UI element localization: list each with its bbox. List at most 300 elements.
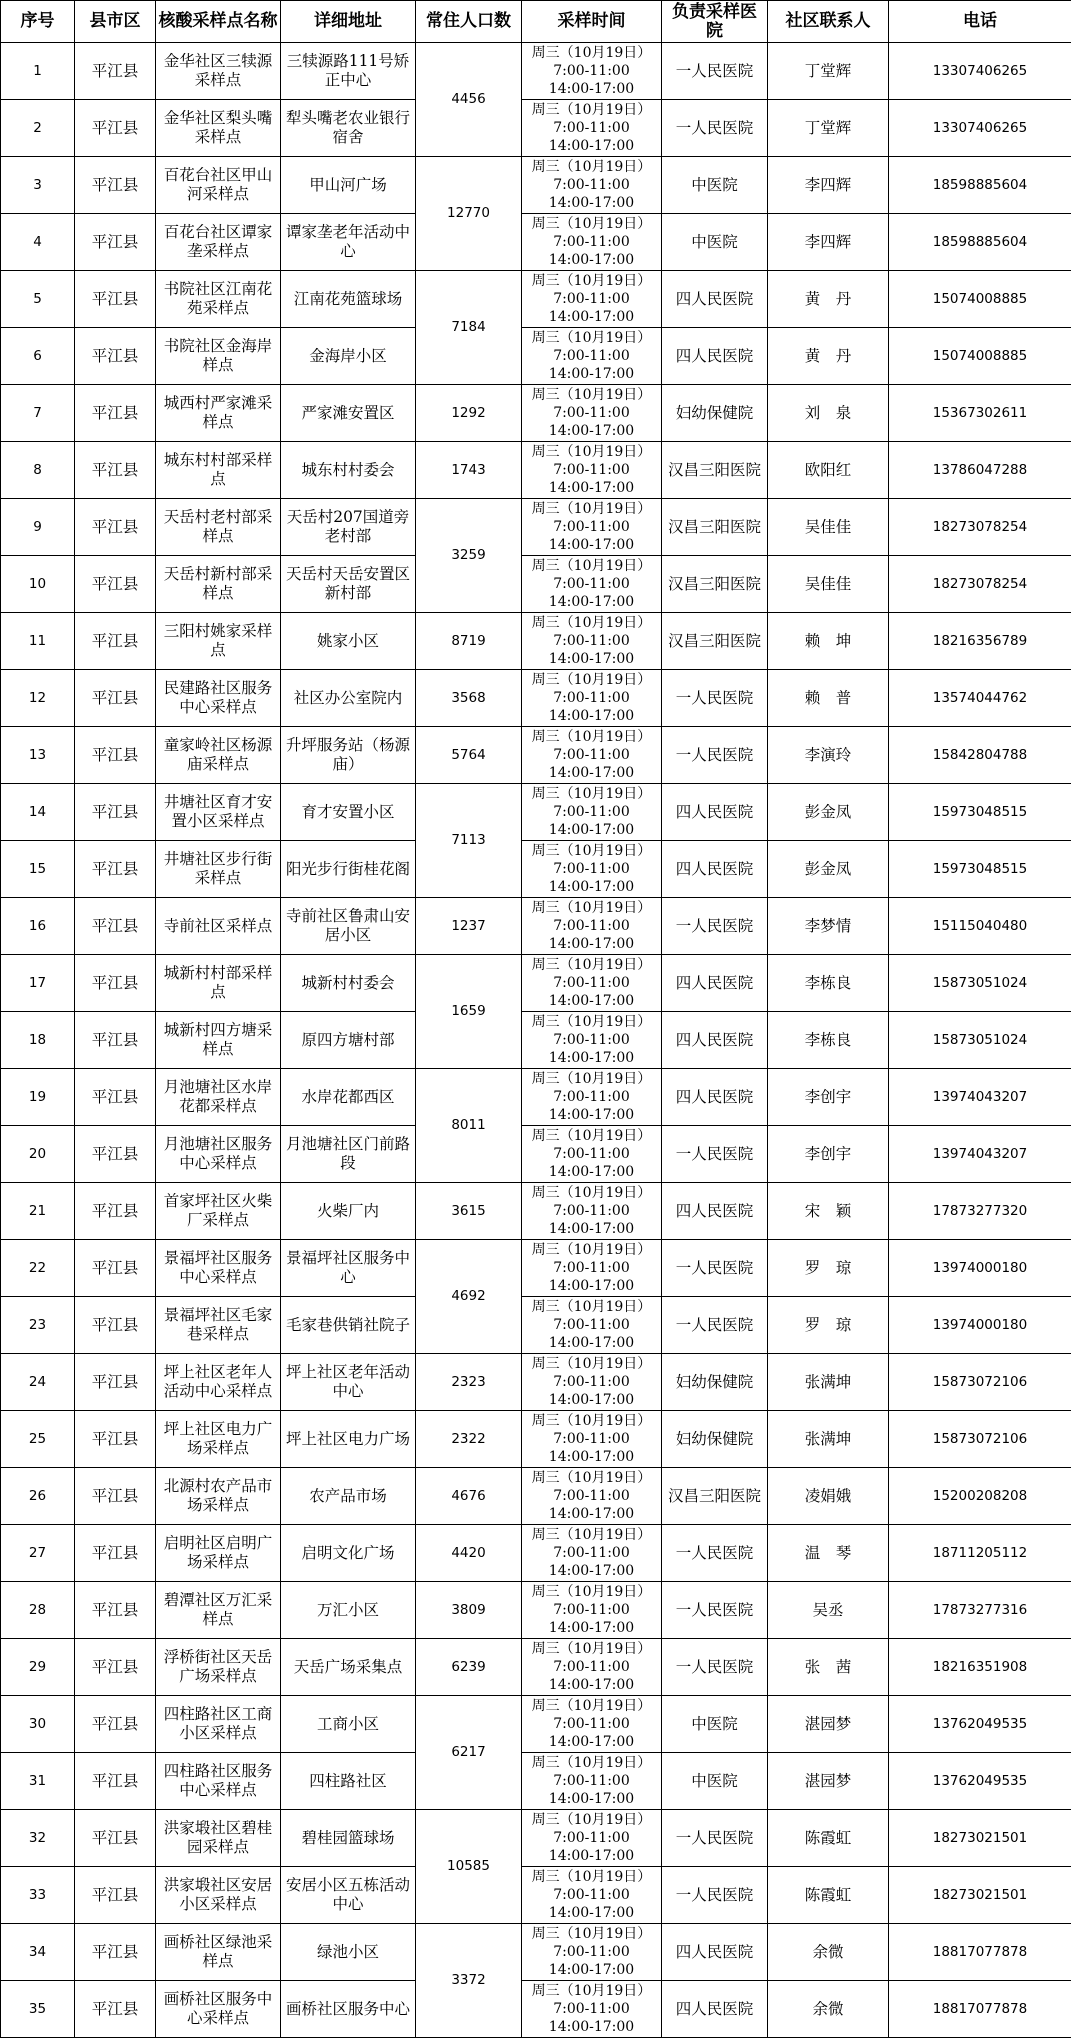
site-name-cell: 天岳村老村部采样点	[156, 499, 281, 556]
sampling-time-line: 7:00-11:00	[524, 1658, 659, 1676]
sampling-time-cell	[522, 442, 662, 499]
address-cell: 原四方塘村部	[281, 1012, 416, 1069]
sampling-time-line: 周三（10月19日）	[524, 500, 659, 518]
phone-cell: 17873277320	[889, 1183, 1071, 1240]
sampling-time-line: 周三（10月19日）	[524, 386, 659, 404]
sampling-time-line: 周三（10月19日）	[524, 728, 659, 746]
county-cell: 平江县	[75, 1810, 156, 1867]
sampling-time-line: 周三（10月19日）	[524, 329, 659, 347]
phone-cell: 17873277316	[889, 1582, 1071, 1639]
sampling-time-line: 14:00-17:00	[524, 707, 659, 725]
table-row	[1, 43, 1071, 100]
sampling-time-line: 14:00-17:00	[524, 1904, 659, 1922]
contact-cell: 余微	[768, 1981, 889, 2038]
site-name-cell: 四柱路社区服务中心采样点	[156, 1753, 281, 1810]
sampling-time-cell	[522, 1183, 662, 1240]
address-cell: 升坪服务站（杨源庙）	[281, 727, 416, 784]
sampling-time-line: 周三（10月19日）	[524, 1583, 659, 1601]
county-cell: 平江县	[75, 385, 156, 442]
sampling-time-cell	[522, 1582, 662, 1639]
address-cell: 画桥社区服务中心	[281, 1981, 416, 2038]
phone-cell: 18273021501	[889, 1810, 1071, 1867]
address-cell: 工商小区	[281, 1696, 416, 1753]
contact-cell: 吴佳佳	[768, 499, 889, 556]
address-cell: 万汇小区	[281, 1582, 416, 1639]
contact-cell: 彭金凤	[768, 784, 889, 841]
sampling-time-line: 7:00-11:00	[524, 1373, 659, 1391]
sampling-time-cell	[522, 613, 662, 670]
header-phone: 电话	[889, 1, 1071, 43]
row-number: 11	[1, 613, 75, 670]
sampling-time-cell	[522, 271, 662, 328]
site-name-cell: 民建路社区服务中心采样点	[156, 670, 281, 727]
site-name-cell: 童家岭社区杨源庙采样点	[156, 727, 281, 784]
hospital-cell: 中医院	[662, 157, 768, 214]
sampling-time-line: 14:00-17:00	[524, 935, 659, 953]
sampling-time-cell	[522, 43, 662, 100]
county-cell: 平江县	[75, 214, 156, 271]
row-number: 2	[1, 100, 75, 157]
sampling-time-line: 14:00-17:00	[524, 593, 659, 611]
header-population: 常住人口数	[416, 1, 522, 43]
county-cell: 平江县	[75, 613, 156, 670]
row-number: 19	[1, 1069, 75, 1126]
phone-cell: 13974043207	[889, 1126, 1071, 1183]
row-number: 26	[1, 1468, 75, 1525]
sampling-time-line: 周三（10月19日）	[524, 1013, 659, 1031]
site-name-cell: 四柱路社区工商小区采样点	[156, 1696, 281, 1753]
hospital-cell: 汉昌三阳医院	[662, 613, 768, 670]
sampling-time-line: 14:00-17:00	[524, 878, 659, 896]
site-name-cell: 洪家塅社区安居小区采样点	[156, 1867, 281, 1924]
sampling-time-line: 14:00-17:00	[524, 821, 659, 839]
row-number: 15	[1, 841, 75, 898]
sampling-time-line: 7:00-11:00	[524, 860, 659, 878]
sampling-time-line: 14:00-17:00	[524, 1733, 659, 1751]
sampling-time-line: 14:00-17:00	[524, 308, 659, 326]
hospital-cell: 四人民医院	[662, 1981, 768, 2038]
sampling-time-line: 7:00-11:00	[524, 404, 659, 422]
sampling-time-cell	[522, 1810, 662, 1867]
population-cell: 3568	[416, 670, 522, 727]
contact-cell: 李梦情	[768, 898, 889, 955]
row-number: 1	[1, 43, 75, 100]
phone-cell: 13974043207	[889, 1069, 1071, 1126]
sampling-time-line: 周三（10月19日）	[524, 1982, 659, 2000]
phone-cell: 13307406265	[889, 43, 1071, 100]
table-row	[1, 1468, 1071, 1525]
header-county: 县市区	[75, 1, 156, 43]
table-row	[1, 1867, 1071, 1924]
sampling-time-line: 7:00-11:00	[524, 518, 659, 536]
sampling-time-line: 周三（10月19日）	[524, 1469, 659, 1487]
hospital-cell: 四人民医院	[662, 1183, 768, 1240]
sampling-time-line: 周三（10月19日）	[524, 1754, 659, 1772]
sampling-time-cell	[522, 1069, 662, 1126]
address-cell: 城新村村委会	[281, 955, 416, 1012]
table-row	[1, 784, 1071, 841]
site-name-cell: 天岳村新村部采样点	[156, 556, 281, 613]
phone-cell: 13974000180	[889, 1240, 1071, 1297]
sampling-time-line: 7:00-11:00	[524, 461, 659, 479]
sampling-time-line: 7:00-11:00	[524, 2000, 659, 2018]
row-number: 31	[1, 1753, 75, 1810]
phone-cell: 15973048515	[889, 841, 1071, 898]
hospital-cell: 一人民医院	[662, 670, 768, 727]
county-cell: 平江县	[75, 271, 156, 328]
row-number: 5	[1, 271, 75, 328]
sampling-time-line: 周三（10月19日）	[524, 899, 659, 917]
site-name-cell: 书院社区江南花苑采样点	[156, 271, 281, 328]
sampling-time-cell	[522, 499, 662, 556]
hospital-cell: 一人民医院	[662, 1810, 768, 1867]
address-cell: 启明文化广场	[281, 1525, 416, 1582]
sampling-time-line: 14:00-17:00	[524, 422, 659, 440]
sampling-time-line: 7:00-11:00	[524, 1202, 659, 1220]
county-cell: 平江县	[75, 1183, 156, 1240]
sampling-time-line: 14:00-17:00	[524, 1448, 659, 1466]
population-cell: 8719	[416, 613, 522, 670]
sampling-time-cell	[522, 214, 662, 271]
hospital-cell: 中医院	[662, 214, 768, 271]
row-number: 13	[1, 727, 75, 784]
population-cell: 7184	[416, 271, 522, 385]
site-name-cell: 井塘社区步行街采样点	[156, 841, 281, 898]
county-cell: 平江县	[75, 1924, 156, 1981]
table-row	[1, 1639, 1071, 1696]
site-name-cell: 百花台社区甲山河采样点	[156, 157, 281, 214]
phone-cell: 13574044762	[889, 670, 1071, 727]
sampling-time-line: 周三（10月19日）	[524, 956, 659, 974]
address-cell: 四柱路社区	[281, 1753, 416, 1810]
sampling-time-line: 周三（10月19日）	[524, 1811, 659, 1829]
address-cell: 天岳村天岳安置区新村部	[281, 556, 416, 613]
population-cell: 12770	[416, 157, 522, 271]
address-cell: 月池塘社区门前路段	[281, 1126, 416, 1183]
contact-cell: 欧阳红	[768, 442, 889, 499]
table-row	[1, 157, 1071, 214]
sampling-time-line: 7:00-11:00	[524, 746, 659, 764]
header-no: 序号	[1, 1, 75, 43]
address-cell: 毛家巷供销社院子	[281, 1297, 416, 1354]
phone-cell: 18216356789	[889, 613, 1071, 670]
site-name-cell: 寺前社区采样点	[156, 898, 281, 955]
phone-cell: 15873072106	[889, 1411, 1071, 1468]
population-cell: 1292	[416, 385, 522, 442]
sampling-time-line: 14:00-17:00	[524, 1676, 659, 1694]
contact-cell: 余微	[768, 1924, 889, 1981]
sampling-time-line: 14:00-17:00	[524, 251, 659, 269]
sampling-time-cell	[522, 955, 662, 1012]
header-contact: 社区联系人	[768, 1, 889, 43]
sampling-time-line: 7:00-11:00	[524, 1487, 659, 1505]
phone-cell: 13762049535	[889, 1696, 1071, 1753]
sampling-time-line: 14:00-17:00	[524, 650, 659, 668]
sampling-time-line: 7:00-11:00	[524, 803, 659, 821]
county-cell: 平江县	[75, 670, 156, 727]
contact-cell: 凌娟娥	[768, 1468, 889, 1525]
sampling-time-line: 7:00-11:00	[524, 917, 659, 935]
sampling-time-line: 周三（10月19日）	[524, 1184, 659, 1202]
sampling-time-line: 周三（10月19日）	[524, 1868, 659, 1886]
site-name-cell: 碧潭社区万汇采样点	[156, 1582, 281, 1639]
sampling-time-cell	[522, 727, 662, 784]
hospital-cell: 四人民医院	[662, 1069, 768, 1126]
sampling-time-line: 14:00-17:00	[524, 1961, 659, 1979]
phone-cell: 15115040480	[889, 898, 1071, 955]
hospital-cell: 四人民医院	[662, 1924, 768, 1981]
county-cell: 平江县	[75, 1069, 156, 1126]
hospital-cell: 中医院	[662, 1696, 768, 1753]
address-cell: 城东村村委会	[281, 442, 416, 499]
county-cell: 平江县	[75, 157, 156, 214]
sampling-time-line: 14:00-17:00	[524, 365, 659, 383]
table-row	[1, 499, 1071, 556]
header-row	[1, 1, 1071, 43]
county-cell: 平江县	[75, 955, 156, 1012]
contact-cell: 彭金凤	[768, 841, 889, 898]
address-cell: 寺前社区鲁肃山安居小区	[281, 898, 416, 955]
table-row	[1, 670, 1071, 727]
row-number: 34	[1, 1924, 75, 1981]
table-row	[1, 1354, 1071, 1411]
header-hospital: 负责采样医院	[662, 1, 768, 43]
hospital-cell: 汉昌三阳医院	[662, 556, 768, 613]
address-cell: 天岳村207国道旁老村部	[281, 499, 416, 556]
address-cell: 育才安置小区	[281, 784, 416, 841]
county-cell: 平江县	[75, 727, 156, 784]
sampling-time-line: 7:00-11:00	[524, 1715, 659, 1733]
sampling-time-line: 14:00-17:00	[524, 1562, 659, 1580]
hospital-cell: 一人民医院	[662, 1525, 768, 1582]
phone-cell: 15200208208	[889, 1468, 1071, 1525]
sampling-time-line: 7:00-11:00	[524, 62, 659, 80]
contact-cell: 赖 坤	[768, 613, 889, 670]
sampling-time-line: 7:00-11:00	[524, 1544, 659, 1562]
phone-cell: 15367302611	[889, 385, 1071, 442]
sampling-time-line: 周三（10月19日）	[524, 1298, 659, 1316]
address-cell: 严家滩安置区	[281, 385, 416, 442]
site-name-cell: 浮桥街社区天岳广场采样点	[156, 1639, 281, 1696]
table-row	[1, 1126, 1071, 1183]
table-row	[1, 214, 1071, 271]
table-row	[1, 385, 1071, 442]
site-name-cell: 书院社区金海岸样点	[156, 328, 281, 385]
sampling-time-line: 7:00-11:00	[524, 1601, 659, 1619]
contact-cell: 李栋良	[768, 1012, 889, 1069]
address-cell: 金海岸小区	[281, 328, 416, 385]
row-number: 30	[1, 1696, 75, 1753]
phone-cell: 18598885604	[889, 214, 1071, 271]
sampling-time-cell	[522, 1696, 662, 1753]
row-number: 28	[1, 1582, 75, 1639]
sampling-time-cell	[522, 1924, 662, 1981]
sampling-time-line: 7:00-11:00	[524, 1886, 659, 1904]
table-row	[1, 1810, 1071, 1867]
sampling-time-line: 周三（10月19日）	[524, 1697, 659, 1715]
row-number: 17	[1, 955, 75, 1012]
sampling-time-cell	[522, 556, 662, 613]
phone-cell: 13307406265	[889, 100, 1071, 157]
county-cell: 平江县	[75, 898, 156, 955]
phone-cell: 13786047288	[889, 442, 1071, 499]
table-row	[1, 613, 1071, 670]
sampling-time-line: 7:00-11:00	[524, 575, 659, 593]
sampling-time-cell	[522, 1297, 662, 1354]
header-time: 采样时间	[522, 1, 662, 43]
row-number: 9	[1, 499, 75, 556]
sampling-time-line: 周三（10月19日）	[524, 1412, 659, 1430]
contact-cell: 黄 丹	[768, 271, 889, 328]
phone-cell: 18817077878	[889, 1981, 1071, 2038]
sampling-time-line: 7:00-11:00	[524, 1772, 659, 1790]
sampling-time-line: 14:00-17:00	[524, 194, 659, 212]
sampling-time-line: 14:00-17:00	[524, 1391, 659, 1409]
county-cell: 平江县	[75, 1753, 156, 1810]
address-cell: 天岳广场采集点	[281, 1639, 416, 1696]
population-cell: 4456	[416, 43, 522, 157]
county-cell: 平江县	[75, 841, 156, 898]
sampling-time-cell	[522, 670, 662, 727]
sampling-time-line: 周三（10月19日）	[524, 1355, 659, 1373]
table-row	[1, 556, 1071, 613]
site-name-cell: 首家坪社区火柴厂采样点	[156, 1183, 281, 1240]
hospital-cell: 一人民医院	[662, 1867, 768, 1924]
county-cell: 平江县	[75, 442, 156, 499]
county-cell: 平江县	[75, 1354, 156, 1411]
population-cell: 2322	[416, 1411, 522, 1468]
sampling-time-cell	[522, 1411, 662, 1468]
address-cell: 绿池小区	[281, 1924, 416, 1981]
hospital-cell: 汉昌三阳医院	[662, 499, 768, 556]
table-row	[1, 1753, 1071, 1810]
sampling-time-line: 7:00-11:00	[524, 632, 659, 650]
hospital-cell: 一人民医院	[662, 1639, 768, 1696]
phone-cell: 15873051024	[889, 955, 1071, 1012]
address-cell: 坪上社区电力广场	[281, 1411, 416, 1468]
sampling-time-line: 7:00-11:00	[524, 1259, 659, 1277]
row-number: 22	[1, 1240, 75, 1297]
sampling-time-cell	[522, 1354, 662, 1411]
sampling-time-line: 14:00-17:00	[524, 1619, 659, 1637]
phone-cell: 15074008885	[889, 328, 1071, 385]
population-cell: 10585	[416, 1810, 522, 1924]
row-number: 18	[1, 1012, 75, 1069]
row-number: 25	[1, 1411, 75, 1468]
address-cell: 江南花苑篮球场	[281, 271, 416, 328]
hospital-cell: 妇幼保健院	[662, 1411, 768, 1468]
row-number: 29	[1, 1639, 75, 1696]
table-row	[1, 1012, 1071, 1069]
population-cell: 2323	[416, 1354, 522, 1411]
sampling-time-line: 周三（10月19日）	[524, 1526, 659, 1544]
site-name-cell: 启明社区启明广场采样点	[156, 1525, 281, 1582]
contact-cell: 李创宇	[768, 1126, 889, 1183]
table-row	[1, 1525, 1071, 1582]
row-number: 23	[1, 1297, 75, 1354]
sampling-time-line: 7:00-11:00	[524, 1943, 659, 1961]
row-number: 27	[1, 1525, 75, 1582]
county-cell: 平江县	[75, 1126, 156, 1183]
sampling-time-line: 14:00-17:00	[524, 1220, 659, 1238]
sampling-time-line: 14:00-17:00	[524, 1277, 659, 1295]
contact-cell: 李栋良	[768, 955, 889, 1012]
table-row	[1, 1240, 1071, 1297]
site-name-cell: 北源村农产品市场采样点	[156, 1468, 281, 1525]
site-name-cell: 井塘社区育才安置小区采样点	[156, 784, 281, 841]
phone-cell: 18711205112	[889, 1525, 1071, 1582]
row-number: 7	[1, 385, 75, 442]
sampling-time-line: 7:00-11:00	[524, 347, 659, 365]
county-cell: 平江县	[75, 43, 156, 100]
hospital-cell: 妇幼保健院	[662, 385, 768, 442]
contact-cell: 张 茜	[768, 1639, 889, 1696]
table-row	[1, 1981, 1071, 2038]
contact-cell: 丁堂辉	[768, 100, 889, 157]
population-cell: 5764	[416, 727, 522, 784]
sampling-time-cell	[522, 841, 662, 898]
phone-cell: 18273078254	[889, 556, 1071, 613]
contact-cell: 湛园梦	[768, 1696, 889, 1753]
site-name-cell: 坪上社区老年人活动中心采样点	[156, 1354, 281, 1411]
sampling-time-line: 周三（10月19日）	[524, 1640, 659, 1658]
sampling-time-line: 7:00-11:00	[524, 689, 659, 707]
county-cell: 平江县	[75, 1012, 156, 1069]
population-cell: 4420	[416, 1525, 522, 1582]
sampling-time-line: 7:00-11:00	[524, 974, 659, 992]
sampling-time-line: 7:00-11:00	[524, 1829, 659, 1847]
county-cell: 平江县	[75, 784, 156, 841]
contact-cell: 张满坤	[768, 1411, 889, 1468]
contact-cell: 黄 丹	[768, 328, 889, 385]
site-name-cell: 三阳村姚家采样点	[156, 613, 281, 670]
sampling-time-line: 周三（10月19日）	[524, 842, 659, 860]
sampling-time-line: 7:00-11:00	[524, 1145, 659, 1163]
sampling-time-line: 周三（10月19日）	[524, 1070, 659, 1088]
hospital-cell: 一人民医院	[662, 727, 768, 784]
table-row	[1, 1183, 1071, 1240]
sampling-time-cell	[522, 1753, 662, 1810]
county-cell: 平江县	[75, 1240, 156, 1297]
sampling-time-line: 周三（10月19日）	[524, 272, 659, 290]
county-cell: 平江县	[75, 556, 156, 613]
contact-cell: 罗 琼	[768, 1240, 889, 1297]
phone-cell: 18216351908	[889, 1639, 1071, 1696]
sampling-time-line: 周三（10月19日）	[524, 443, 659, 461]
population-cell: 4692	[416, 1240, 522, 1354]
table-row	[1, 1582, 1071, 1639]
table-row	[1, 271, 1071, 328]
row-number: 4	[1, 214, 75, 271]
address-cell: 景福坪社区服务中心	[281, 1240, 416, 1297]
contact-cell: 宋 颖	[768, 1183, 889, 1240]
table-row	[1, 841, 1071, 898]
address-cell: 甲山河广场	[281, 157, 416, 214]
population-cell: 3259	[416, 499, 522, 613]
address-cell: 犁头嘴老农业银行宿舍	[281, 100, 416, 157]
hospital-cell: 一人民医院	[662, 1240, 768, 1297]
address-cell: 安居小区五栋活动中心	[281, 1867, 416, 1924]
county-cell: 平江县	[75, 1468, 156, 1525]
site-name-cell: 景福坪社区服务中心采样点	[156, 1240, 281, 1297]
county-cell: 平江县	[75, 1297, 156, 1354]
contact-cell: 刘 泉	[768, 385, 889, 442]
hospital-cell: 四人民医院	[662, 328, 768, 385]
site-name-cell: 月池塘社区水岸花都采样点	[156, 1069, 281, 1126]
site-name-cell: 城东村村部采样点	[156, 442, 281, 499]
county-cell: 平江县	[75, 1411, 156, 1468]
row-number: 16	[1, 898, 75, 955]
